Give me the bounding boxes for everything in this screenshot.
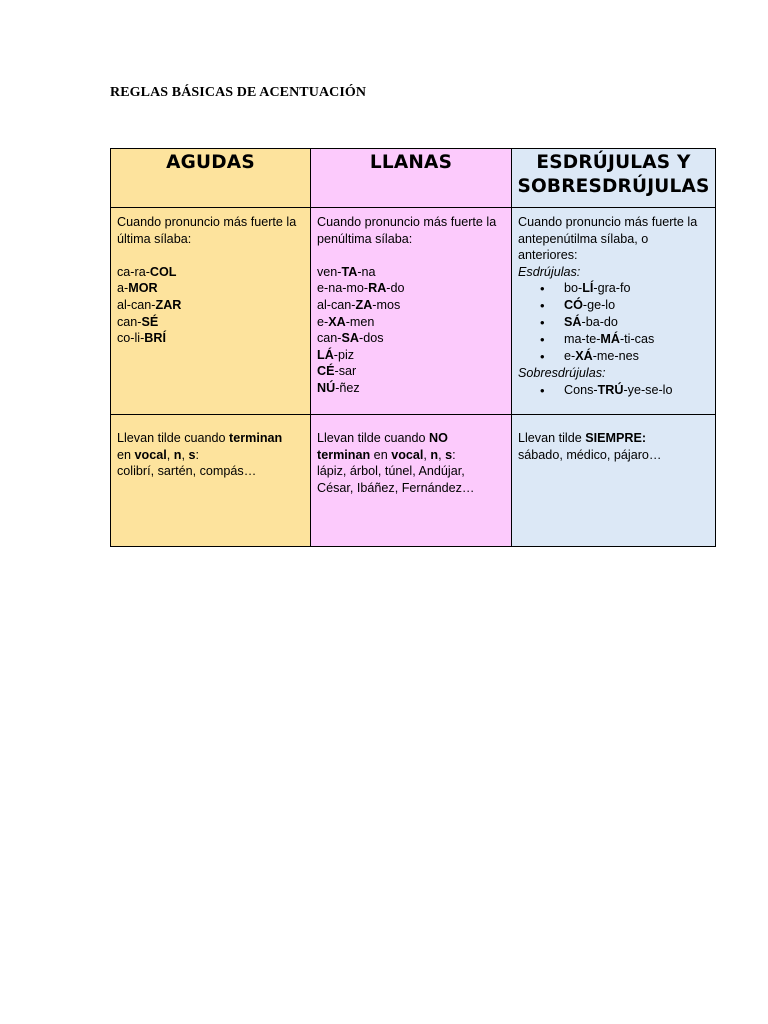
agudas-example-stressed-syllable: ZAR <box>155 297 182 312</box>
llanas-example <box>317 280 511 297</box>
agudas-example <box>117 314 310 331</box>
agudas-rule-text: : <box>195 447 199 462</box>
sobresdrujulas-examples-list <box>518 382 715 399</box>
agudas-example-pre: al-can- <box>117 297 156 312</box>
agudas-example-stressed-syllable: BRÍ <box>144 331 166 346</box>
llanas-intro-line-1: Cuando pronuncio más fuerte la <box>317 215 497 229</box>
esdrujulas-example <box>564 331 715 348</box>
agudas-example-stressed-syllable: MOR <box>128 281 158 296</box>
esdrujulas-definition-cell <box>512 208 716 415</box>
agudas-rule-text: , <box>166 447 174 462</box>
llanas-example-post: -men <box>345 314 375 329</box>
agudas-rule-text: , <box>181 447 189 462</box>
llanas-example-stressed-syllable: LÁ <box>317 347 334 362</box>
llanas-rule-emphasis: s <box>445 447 453 462</box>
llanas-example <box>317 330 511 347</box>
llanas-example-post: -sar <box>334 364 357 379</box>
agudas-example-stressed-syllable: SÉ <box>141 314 159 329</box>
sobresdrujulas-sublabel: Sobresdrújulas: <box>518 366 606 381</box>
agudas-example-pre: a- <box>117 281 129 296</box>
esdrujulas-example-pre: bo- <box>564 281 583 296</box>
llanas-example-stressed-syllable: CÉ <box>317 364 335 379</box>
agudas-rule-text: en <box>117 447 135 462</box>
sobresdrujulas-example-stressed-syllable: TRÚ <box>597 382 624 397</box>
agudas-definition-cell <box>111 208 311 415</box>
llanas-rule-text: : <box>452 447 456 462</box>
agudas-example-pre: co-li- <box>117 331 145 346</box>
llanas-rule-text: , <box>438 447 446 462</box>
header-agudas <box>111 149 311 208</box>
agudas-rule-emphasis: terminan <box>229 431 283 445</box>
agudas-rule-emphasis: s <box>188 447 196 462</box>
llanas-example-stressed-syllable: XA <box>328 314 346 329</box>
esdrujulas-example-stressed-syllable: LÍ <box>582 281 594 296</box>
llanas-example <box>317 380 511 397</box>
agudas-example <box>117 297 310 314</box>
llanas-example <box>317 363 511 380</box>
llanas-rule-text: en <box>370 447 392 462</box>
agudas-rule-examples: colibrí, sartén, compás… <box>117 464 257 479</box>
header-esdrujulas-line-2: SOBRESDRÚJULAS <box>517 176 710 197</box>
llanas-example-stressed-syllable: SA <box>341 331 359 346</box>
llanas-example-pre: e- <box>317 314 329 329</box>
agudas-rule-text: Llevan tilde cuando <box>117 431 230 445</box>
llanas-example <box>317 264 511 281</box>
esdrujulas-example-stressed-syllable: MÁ <box>600 332 620 347</box>
agudas-example <box>117 264 310 281</box>
document-title: REGLAS BÁSICAS DE ACENTUACIÓN <box>110 85 367 100</box>
esdrujulas-example-pre: e- <box>564 349 576 364</box>
header-esdrujulas-line-1: ESDRÚJULAS Y <box>536 152 691 173</box>
esdrujulas-rule-examples: sábado, médico, pájaro… <box>518 447 662 462</box>
agudas-intro-line-1: Cuando pronuncio más fuerte la <box>117 215 297 229</box>
llanas-example-pre: ven- <box>317 264 342 279</box>
esdrujulas-tilde-rule-cell <box>512 415 716 547</box>
definition-row <box>111 208 716 415</box>
esdrujulas-example <box>564 280 715 297</box>
accentuation-rules-table <box>110 148 716 547</box>
llanas-example <box>317 347 511 364</box>
esdrujulas-intro-line-1: Cuando pronuncio más fuerte la <box>518 215 698 229</box>
esdrujulas-rule-text: Llevan tilde <box>518 431 586 445</box>
agudas-intro-line-2: última sílaba: <box>117 231 192 246</box>
llanas-example-pre: al-can- <box>317 297 356 312</box>
esdrujulas-example-post: -me-nes <box>592 349 639 364</box>
esdrujulas-example-post: -ti-cas <box>619 332 655 347</box>
agudas-examples-list <box>117 264 310 347</box>
llanas-example <box>317 297 511 314</box>
llanas-example-post: -na <box>357 264 376 279</box>
llanas-example-post: -piz <box>333 347 355 362</box>
llanas-rule-emphasis: terminan <box>317 447 371 462</box>
llanas-example-stressed-syllable: RA <box>368 281 387 296</box>
agudas-tilde-rule-cell <box>111 415 311 547</box>
llanas-example-stressed-syllable: TA <box>341 264 358 279</box>
header-row <box>111 149 716 208</box>
sobresdrujulas-example-post: -ye-se-lo <box>623 382 673 397</box>
sobresdrujulas-example-pre: Cons- <box>564 382 598 397</box>
llanas-example-pre: e-na-mo- <box>317 281 369 296</box>
esdrujulas-example-pre: ma-te- <box>564 332 601 347</box>
llanas-rule-emphasis: n <box>430 447 439 462</box>
esdrujulas-sublabel: Esdrújulas: <box>518 264 581 279</box>
llanas-example-stressed-syllable: ZA <box>355 297 373 312</box>
agudas-example <box>117 280 310 297</box>
llanas-rule-examples-2: César, Ibáñez, Fernández… <box>317 480 475 495</box>
llanas-rule-emphasis: vocal <box>391 447 424 462</box>
header-esdrujulas <box>512 149 716 208</box>
esdrujulas-example-post: -gra-fo <box>593 281 631 296</box>
esdrujulas-example <box>564 348 715 365</box>
esdrujulas-intro-line-3: anteriores: <box>518 248 578 263</box>
esdrujulas-example-stressed-syllable: SÁ <box>564 315 582 330</box>
agudas-example <box>117 330 310 347</box>
llanas-rule-text: Llevan tilde cuando <box>317 431 430 445</box>
sobresdrujulas-example <box>564 382 715 399</box>
llanas-example-post: -dos <box>359 331 384 346</box>
esdrujulas-example-post: -ge-lo <box>582 298 616 313</box>
esdrujulas-rule-emphasis: SIEMPRE: <box>585 431 647 445</box>
agudas-rule-emphasis: vocal <box>134 447 167 462</box>
agudas-rule-emphasis: n <box>173 447 182 462</box>
llanas-example-pre: can- <box>317 331 342 346</box>
llanas-example-stressed-syllable: NÚ <box>317 380 336 395</box>
esdrujulas-example-post: -ba-do <box>581 315 618 330</box>
llanas-example-post: -do <box>386 281 405 296</box>
header-agudas-label: AGUDAS <box>166 152 255 173</box>
llanas-intro-line-2: penúltima sílaba: <box>317 231 413 246</box>
tilde-rule-row <box>111 415 716 547</box>
llanas-example-post: -ñez <box>335 380 360 395</box>
llanas-example-post: -mos <box>372 297 401 312</box>
llanas-definition-cell <box>311 208 512 415</box>
header-llanas <box>311 149 512 208</box>
llanas-rule-emphasis: NO <box>429 431 448 445</box>
header-llanas-label: LLANAS <box>369 152 453 173</box>
agudas-example-pre: can- <box>117 314 142 329</box>
esdrujulas-examples-list <box>518 280 715 365</box>
llanas-rule-text: , <box>423 447 431 462</box>
llanas-tilde-rule-cell <box>311 415 512 547</box>
agudas-example-pre: ca-ra- <box>117 264 150 279</box>
llanas-rule-examples-1: lápiz, árbol, túnel, Andújar, <box>317 464 465 479</box>
esdrujulas-intro-line-2: antepenútilma sílaba, o <box>518 231 649 246</box>
esdrujulas-example-stressed-syllable: XÁ <box>575 349 593 364</box>
esdrujulas-example <box>564 314 715 331</box>
llanas-examples-list <box>317 264 511 397</box>
llanas-example <box>317 314 511 331</box>
agudas-example-stressed-syllable: COL <box>149 264 177 279</box>
esdrujulas-example-stressed-syllable: CÓ <box>564 298 583 313</box>
esdrujulas-example <box>564 297 715 314</box>
